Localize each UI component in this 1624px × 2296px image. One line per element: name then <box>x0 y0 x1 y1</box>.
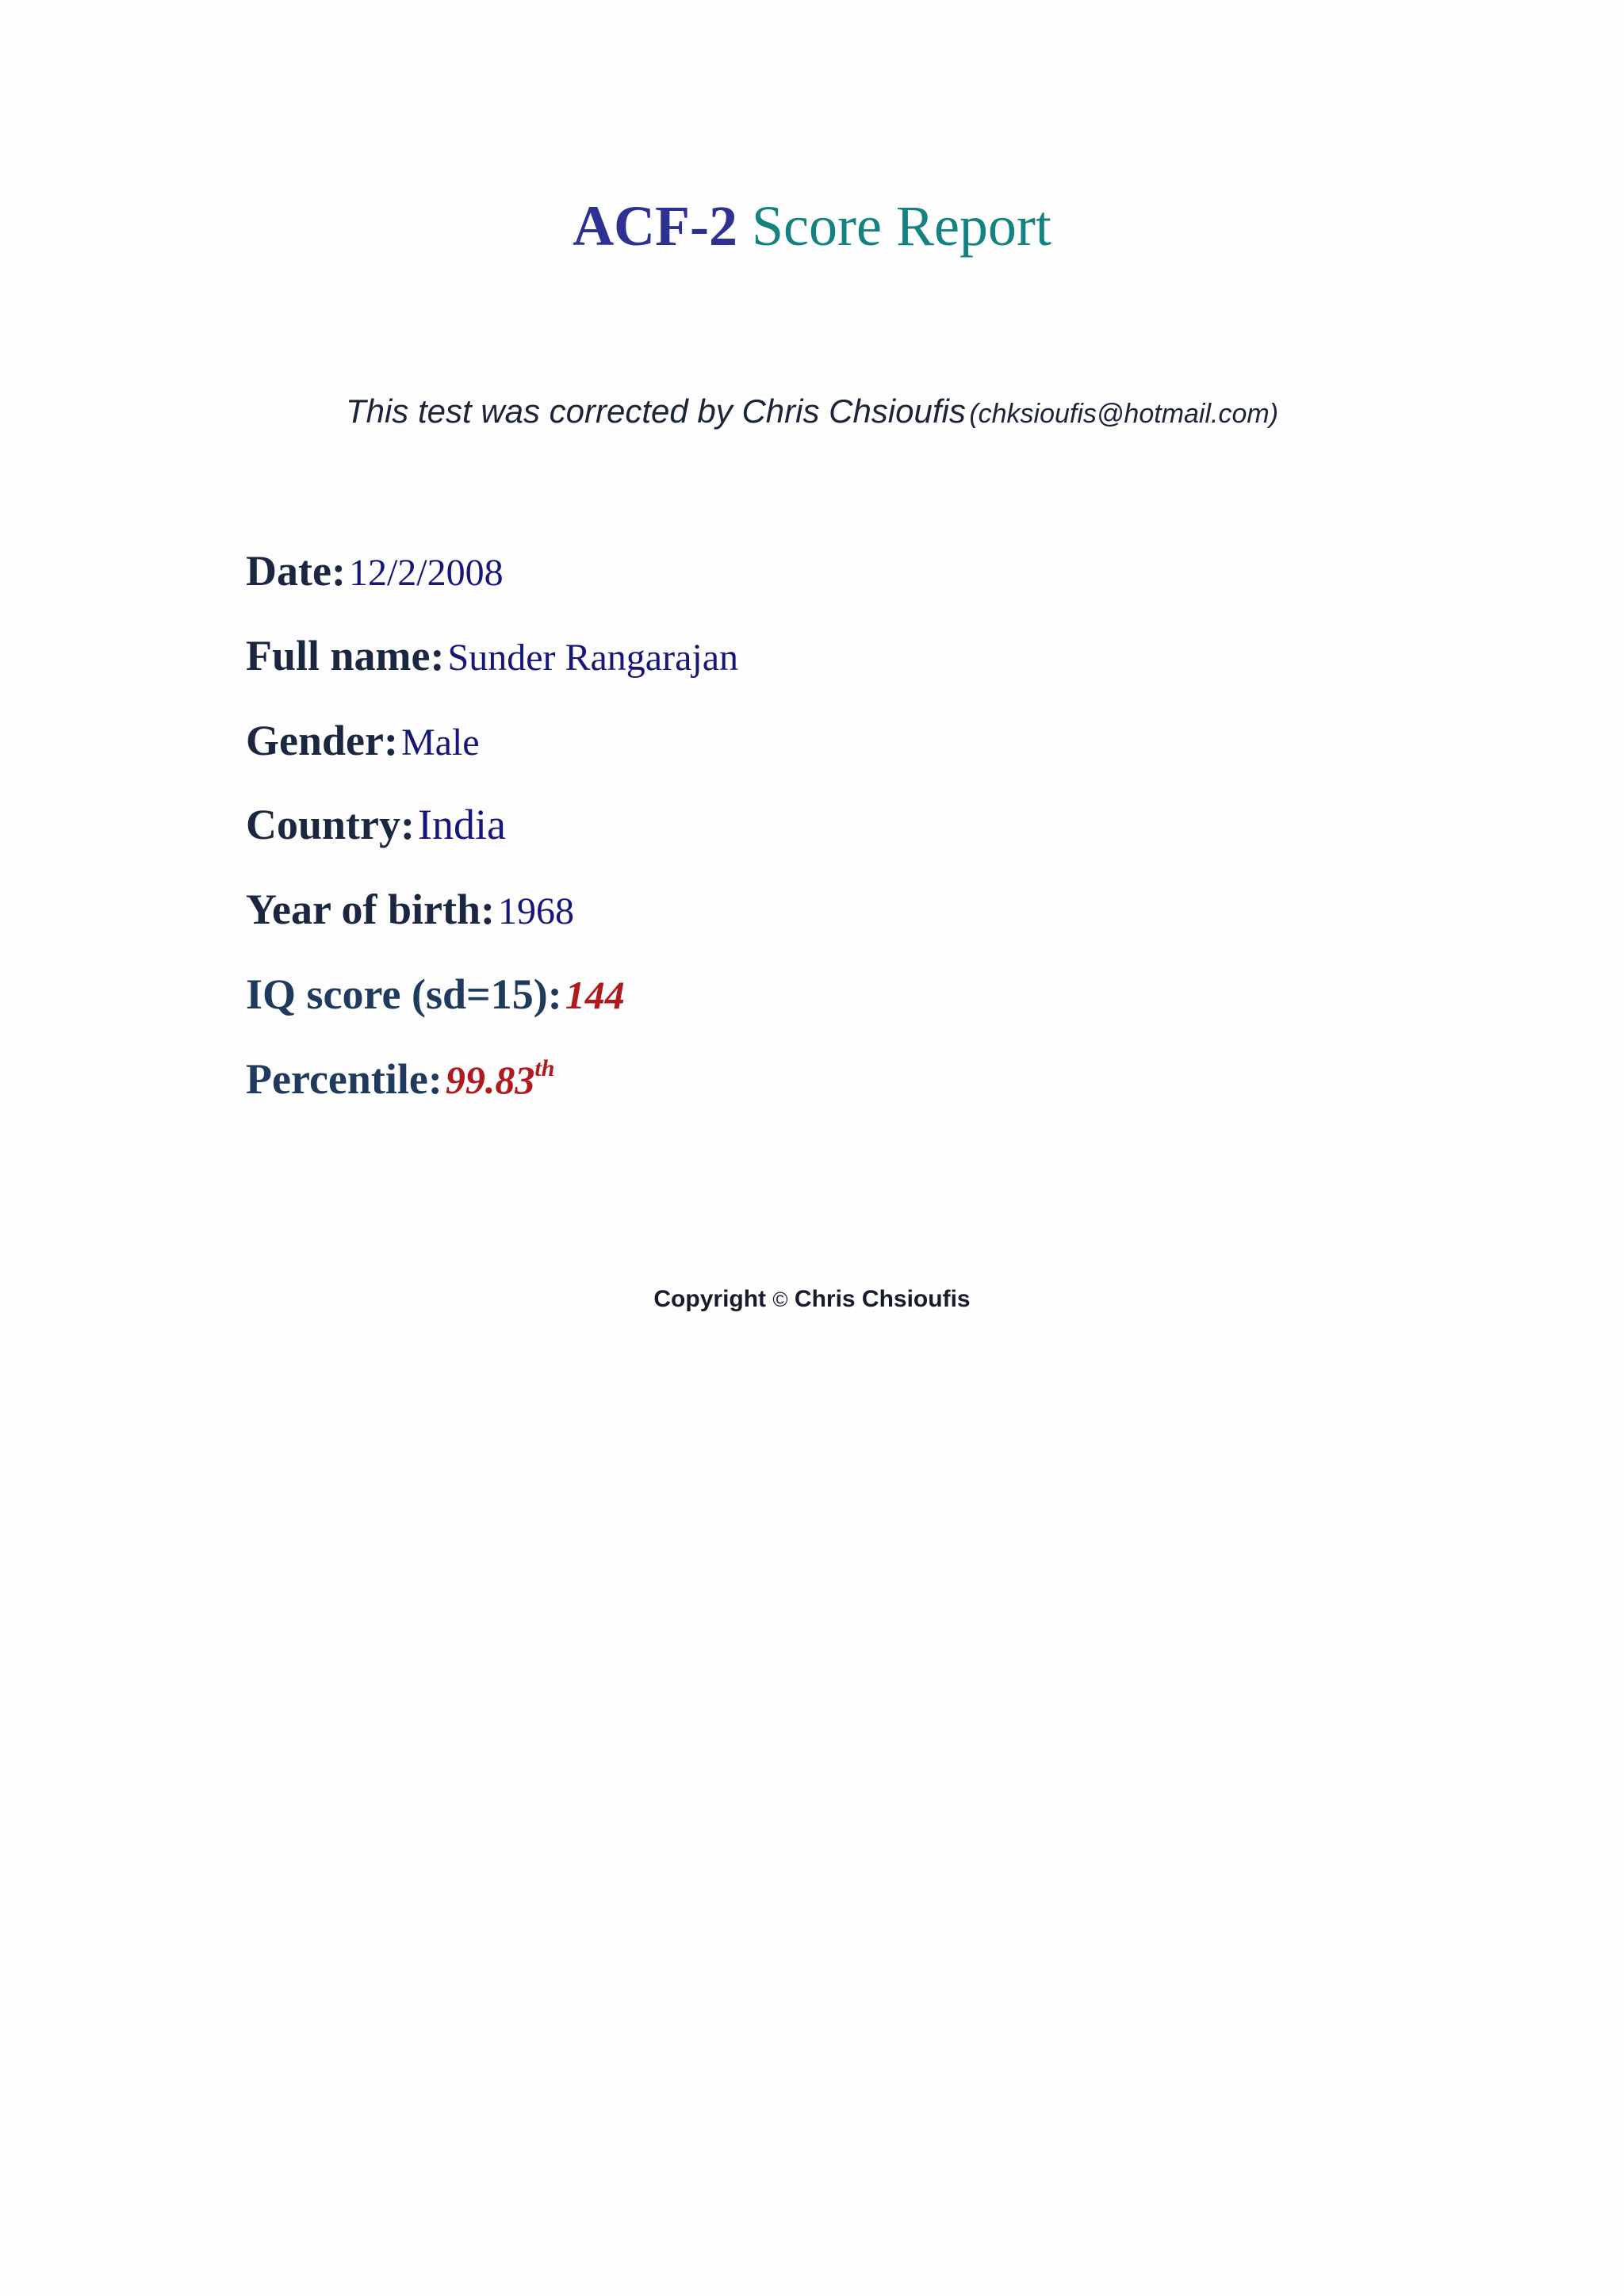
country-row <box>246 797 506 863</box>
birth-year-row <box>246 882 574 948</box>
full-name-label: Full name: <box>246 632 445 679</box>
percentile-label: Percentile: <box>246 1055 442 1103</box>
copyright-footer <box>0 1286 1624 1313</box>
corrector-note <box>0 392 1624 430</box>
percentile-suffix: th <box>534 1055 555 1081</box>
full-name-value: Sunder Rangarajan <box>447 637 739 679</box>
gender-value: Male <box>400 721 480 763</box>
corrector-text: This test was corrected by Chris Chsioufis <box>345 392 966 430</box>
corrector-email: (chksioufis@hotmail.com) <box>969 399 1279 429</box>
copyright-word: Copyright <box>653 1286 767 1312</box>
page-title <box>0 194 1624 258</box>
full-name-row <box>246 628 738 695</box>
birth-year-value: 1968 <box>497 890 574 932</box>
title-report-label: Score Report <box>752 194 1051 258</box>
gender-label: Gender: <box>246 717 398 764</box>
percentile-number: 99.83 <box>445 1058 535 1102</box>
date-label: Date: <box>246 547 346 595</box>
birth-year-label: Year of birth: <box>246 886 495 933</box>
title-test-name: ACF-2 <box>573 194 738 258</box>
iq-score-value: 144 <box>565 973 625 1017</box>
iq-score-label: IQ score (sd=15): <box>246 970 562 1018</box>
date-row <box>246 543 504 610</box>
country-label: Country: <box>246 801 415 848</box>
percentile-value <box>445 1055 555 1102</box>
date-value: 12/2/2008 <box>348 552 504 594</box>
copyright-symbol: © <box>772 1288 788 1311</box>
copyright-author: Chris Chsioufis <box>794 1286 971 1312</box>
gender-row <box>246 713 480 779</box>
iq-score-row <box>246 966 625 1033</box>
percentile-row <box>246 1051 554 1118</box>
country-value: India <box>418 801 506 848</box>
